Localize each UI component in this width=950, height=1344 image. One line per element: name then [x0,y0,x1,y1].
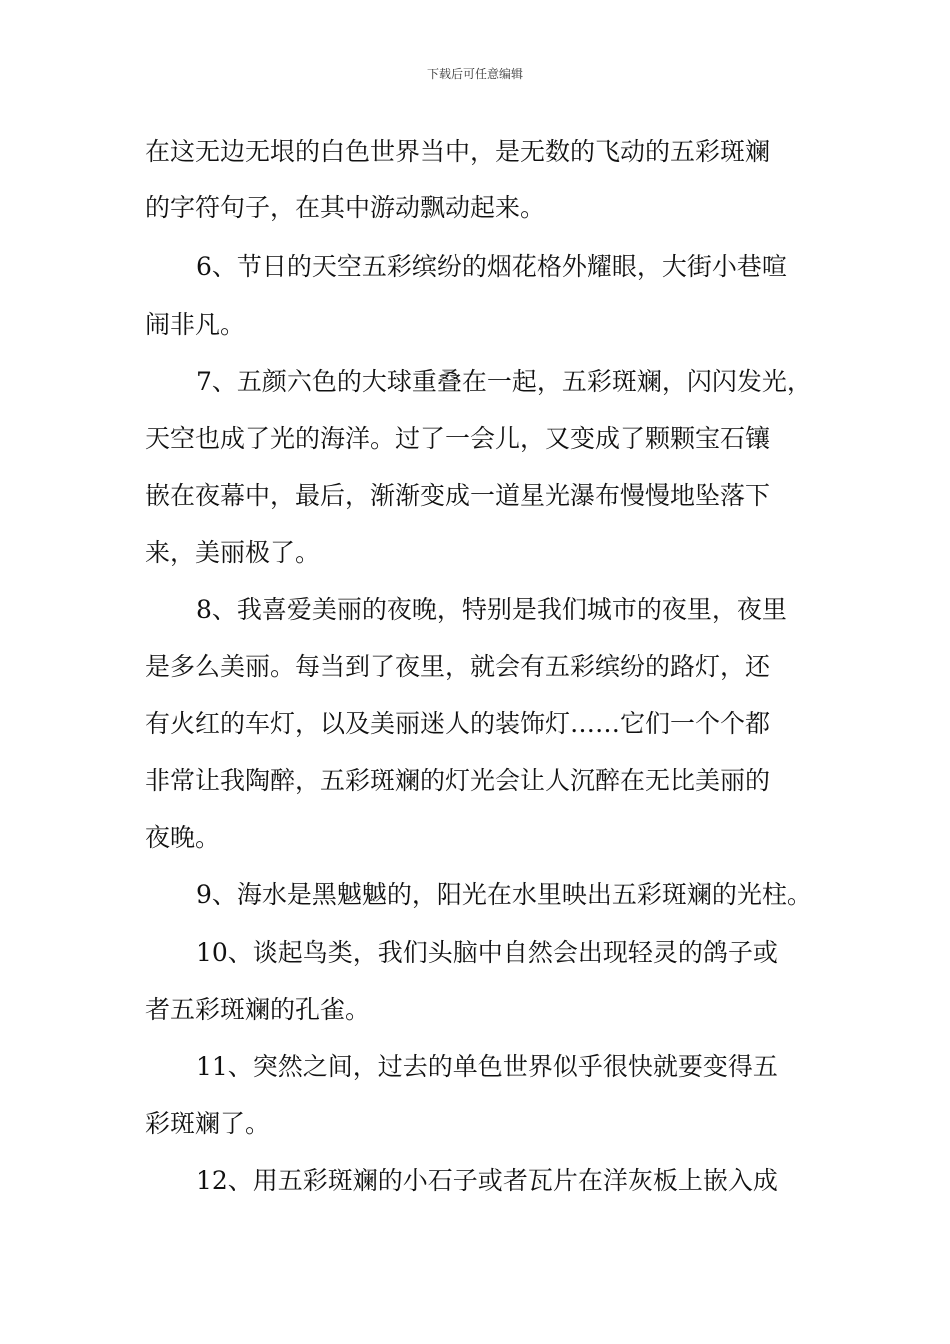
text-line: 夜晚。 [145,823,221,852]
text-line: 8、我喜爱美丽的夜晚，特别是我们城市的夜里，夜里 [196,595,787,624]
text-line: 彩斑斓了。 [145,1109,271,1138]
text-line: 11、突然之间，过去的单色世界似乎很快就要变得五 [196,1052,778,1081]
text-line: 在这无边无垠的白色世界当中，是无数的飞动的五彩斑斓 [145,137,771,166]
text-line: 有火红的车灯，以及美丽迷人的装饰灯……它们一个个都 [145,709,771,738]
text-line: 10、谈起鸟类，我们头脑中自然会出现轻灵的鸽子或 [196,938,778,967]
page-header: 下载后可任意编辑 [426,67,523,81]
text-line: 天空也成了光的海洋。过了一会儿，又变成了颗颗宝石镶 [145,424,771,453]
text-line: 9、海水是黑魆魆的，阳光在水里映出五彩斑斓的光柱。 [196,880,812,909]
text-line: 非常让我陶醉，五彩斑斓的灯光会让人沉醉在无比美丽的 [145,766,771,795]
text-line: 12、用五彩斑斓的小石子或者瓦片在洋灰板上嵌入成 [196,1166,778,1195]
text-line: 6、节日的天空五彩缤纷的烟花格外耀眼，大街小巷喧 [196,252,787,281]
text-line: 是多么美丽。每当到了夜里，就会有五彩缤纷的路灯，还 [145,652,771,681]
text-line: 者五彩斑斓的孔雀。 [145,995,371,1024]
text-line: 嵌在夜幕中，最后，渐渐变成一道星光瀑布慢慢地坠落下 [145,481,771,510]
text-line: 闹非凡。 [145,310,246,339]
text-line: 来，美丽极了。 [145,538,321,567]
text-line: 7、五颜六色的大球重叠在一起，五彩斑斓，闪闪发光， [196,367,812,396]
text-line: 的字符句子，在其中游动飘动起来。 [145,193,546,222]
